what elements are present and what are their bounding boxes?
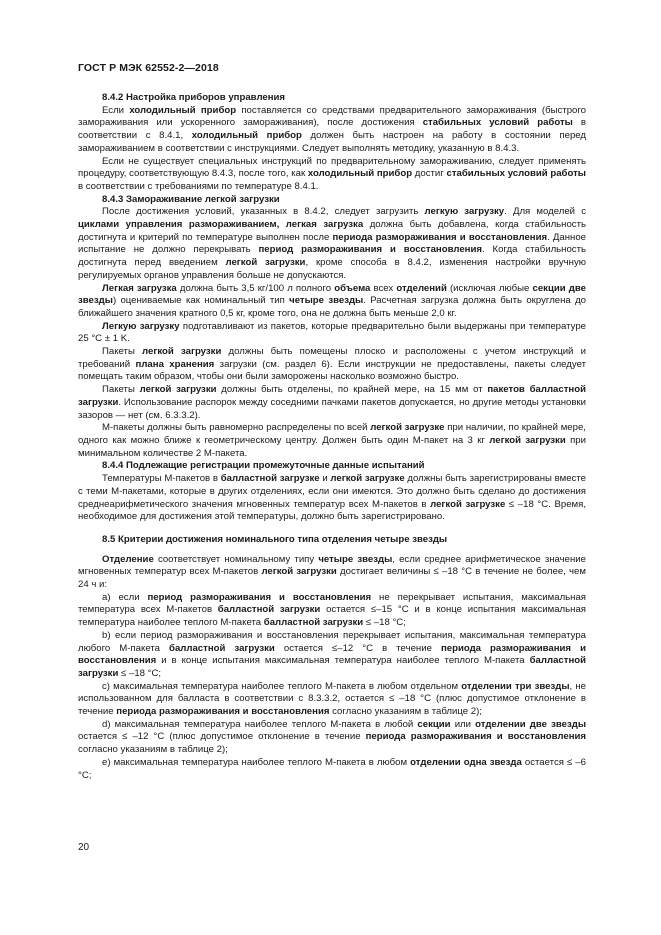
term-bold: четыре звезды xyxy=(289,295,364,307)
text-run: . Расчетная загрузка должна быть округлена до ближайшего значения кратного 0,5 кг, кроме того, она не должна быть меньше 2,0 кг. xyxy=(78,295,587,319)
term-bold: холодильный прибор xyxy=(191,130,302,142)
text-run: или xyxy=(450,718,476,730)
paragraph xyxy=(78,554,586,592)
text-run: достигает величины ≤ –18 °С в течение не более, чем 24 ч и: xyxy=(78,566,586,591)
text-run: а) если xyxy=(102,591,148,603)
paragraph xyxy=(78,384,586,422)
term-bold: периода размораживания и восстановления xyxy=(78,642,586,667)
text-run: , если среднее арифметическое значение мгновенных температур всех М-пакетов xyxy=(78,553,586,578)
term-bold: легкую загрузку xyxy=(424,206,505,218)
term-bold: Отделение xyxy=(102,553,154,565)
term-bold: отделении одна звезда xyxy=(410,756,522,768)
text-run: должен быть настроен на работу в состоянии перед замораживанием в соответствии с инструкциями. Следует выполнять методику, указанную в 8.4.3. xyxy=(78,130,587,154)
text-run: ) оцениваемые как номинальный тип xyxy=(112,295,290,307)
paragraph xyxy=(78,681,586,719)
term-bold: стабильных условий работы xyxy=(422,117,573,129)
term-bold: балластной загрузки xyxy=(263,617,364,629)
term-bold: холодильный прибор xyxy=(307,168,413,180)
text-run: 8.4.4 Подлежащие регистрации промежуточные данные испытаний xyxy=(102,460,425,472)
term-bold: Легкая загрузка xyxy=(102,282,177,294)
text-run: соответствует номинальному типу xyxy=(153,553,319,565)
page-body xyxy=(78,92,586,782)
text-run: при наличии, по крайней мере, одного как можно ближе к геометрическому центру. Должен быть один М-пакет на 3 кг xyxy=(78,422,586,446)
term-bold: периода размораживания и восстановления xyxy=(116,706,330,718)
text-run: остается ≤–12 °С в течение xyxy=(274,642,441,654)
text-run: должна быть 3,5 кг/100 л полного xyxy=(176,282,335,294)
term-bold: секции две звезды xyxy=(78,282,586,307)
term-bold: пакетов балластной загрузки xyxy=(78,384,586,408)
paragraph xyxy=(78,206,586,282)
paragraph xyxy=(78,283,586,321)
term-bold: балластной загрузки xyxy=(78,655,586,679)
text-run: . Для моделей с xyxy=(504,206,586,218)
text-run: . Данное испытание не должно перекрывать xyxy=(78,231,587,256)
text-run: согласно указаниям в таблице 2); xyxy=(78,744,228,756)
term-bold: легкой загрузки xyxy=(261,566,337,578)
term-bold: четыре звезды xyxy=(318,553,393,565)
paragraph xyxy=(78,422,586,460)
paragraph xyxy=(78,719,586,757)
text-run: должны быть помещены плоско и расположены с учетом инструкций и требований xyxy=(78,346,586,370)
text-run: d) максимальная температура наиболее теплого М-пакета в любой xyxy=(102,718,418,730)
term-bold: объема xyxy=(334,282,371,294)
paragraph xyxy=(78,321,586,346)
term-bold: период размораживания и восстановления xyxy=(147,591,372,603)
paragraph xyxy=(78,346,586,384)
section-heading xyxy=(78,194,586,207)
text-run: не перекрывает испытания, максимальная температура всех М-пакетов xyxy=(78,591,587,616)
text-run: . Когда стабильность достигнута перед введением xyxy=(78,244,586,269)
text-run: в соответствии с 8.4.1, xyxy=(78,117,586,142)
paragraph xyxy=(78,156,586,194)
paragraph xyxy=(78,757,586,782)
text-run: подготавливают из пакетов, которые предварительно были выдержаны при температуре 25 °С ± 1 K. xyxy=(78,320,586,345)
text-run: b) если период размораживания и восстановления перекрывает испытания, максимальная температура любого М-пакета xyxy=(78,629,586,654)
page-number: 20 xyxy=(78,842,90,853)
term-bold: легкой загрузки xyxy=(225,257,306,269)
text-run: должны быть отделены, по крайней мере, на 15 мм от xyxy=(216,384,488,396)
term-bold: циклами управления размораживанием, легкая загрузка xyxy=(78,219,364,231)
text-run: достиг xyxy=(412,168,447,180)
text-run: при минимальном количестве 2 М-пакета. xyxy=(78,434,586,459)
paragraph xyxy=(78,630,586,681)
term-bold: периода размораживания и восстановления xyxy=(332,231,548,243)
term-bold: отделении две звезды xyxy=(475,718,587,730)
term-bold: стабильных условий работы xyxy=(446,168,586,180)
section-heading xyxy=(78,92,586,105)
text-run: остается ≤–15 °С и в конце испытания максимальная температура наиболее теплого М-пакета xyxy=(78,604,586,629)
text-run: 8.4.3 Замораживание легкой загрузки xyxy=(102,193,280,205)
text-run: 8.4.2 Настройка приборов управления xyxy=(102,92,286,103)
paragraph xyxy=(78,592,586,630)
text-run: согласно указаниям в таблице 2); xyxy=(329,706,482,718)
text-run: е) максимальная температура наиболее теплого М-пакета в любом xyxy=(102,756,411,768)
text-run: ≤ –18 °С; xyxy=(118,667,162,679)
term-bold: легкой загрузки xyxy=(489,434,566,446)
text-run: ≤ –18 °С; xyxy=(363,617,406,629)
term-bold: балластной загрузки xyxy=(169,642,275,654)
term-bold: отделении три звезды xyxy=(461,680,570,692)
text-run: Пакеты xyxy=(102,384,140,396)
term-bold: Легкую загрузку xyxy=(102,320,180,332)
text-run: , не использованном для балласта в соответствии с 8.3.3.2, остается ≤ –18 °С (плюс допустимое отклонение в течение xyxy=(78,680,586,718)
term-bold: легкой загрузке xyxy=(370,422,445,434)
text-run: (исключая любые xyxy=(446,282,533,294)
paragraph xyxy=(78,105,586,156)
text-run: . Использование распорок между соседними пачками пакетов допускается, но другие методы установки зазоров — нет (см. 6.3.3.2). xyxy=(78,396,586,421)
text-run: и в конце испытания максимальная температура наиболее теплого М-пакета xyxy=(156,655,530,667)
text-run: и xyxy=(319,473,331,485)
term-bold: легкой загрузке xyxy=(430,498,506,510)
text-run: остается ≤ –6 °С; xyxy=(78,756,586,781)
text-run: остается ≤ –12 °С (плюс допустимое отклонение в течение xyxy=(78,731,366,743)
text-run: 8.5 Критерии достижения номинального типа отделения четыре звезды xyxy=(102,533,448,545)
text-run: После достижения условий, указанных в 8.4.2, следует загрузить xyxy=(102,206,425,218)
text-run: должна быть добавлена, когда стабильность достигнута и критерий по температуре выполнен после xyxy=(78,219,586,243)
text-run: поставляется со средствами предварительного замораживания (быстрого замораживания или ускоренного замораживания), после достижения xyxy=(78,104,587,129)
term-bold: балластной загрузки xyxy=(217,604,321,616)
paragraph xyxy=(78,473,586,524)
section-heading xyxy=(78,460,586,473)
term-bold: секции xyxy=(417,718,451,730)
term-bold: периода размораживания и восстановления xyxy=(365,731,586,743)
text-run: в соответствии с требованиями по температуре 8.4.1. xyxy=(78,180,319,192)
term-bold: балластной загрузке xyxy=(220,473,320,485)
text-run: загрузки (см. раздел 6). Если инструкции не предоставлены, пакеты следует помещать таким образом, чтобы они были заморожены насколько возможно быстро. xyxy=(78,358,586,383)
term-bold: период размораживания и восстановления xyxy=(258,244,482,256)
section-heading xyxy=(78,534,586,547)
text-run: всех xyxy=(370,282,397,294)
term-bold: холодильный прибор xyxy=(129,104,237,116)
text-run: М-пакеты должны быть равномерно распределены по всей xyxy=(102,422,371,434)
term-bold: легкой загрузки xyxy=(139,384,217,396)
text-run: ≤ –18 °С. Время, необходимое для достижения этой температуры, должно быть зарегистрировано. xyxy=(78,498,586,523)
text-run: Если xyxy=(102,104,130,116)
text-run: Пакеты xyxy=(102,346,143,358)
term-bold: легкой загрузке xyxy=(330,473,405,485)
text-run: должны быть зарегистрированы вместе с теми М-пакетами, которые в других отделениях, если они имеются. Это должно быть сделано до достижения среднеарифметического значения мгновенных температур всех М-пакетов в xyxy=(78,473,586,510)
text-run: , кроме способа в 8.4.2, изменения настройки вручную регулируемых органов управления больше не допускаются. xyxy=(78,257,586,281)
term-bold: отделений xyxy=(396,282,447,294)
term-bold: легкой загрузки xyxy=(142,346,222,358)
text-run: с) максимальная температура наиболее теплого М-пакета в любом отдельном xyxy=(102,680,462,692)
text-run: Если не существует специальных инструкций по предварительному замораживанию, следует применять процедуру, соответствующую 8.4.3, после того, как xyxy=(78,155,586,180)
running-header: ГОСТ Р МЭК 62552-2—2018 xyxy=(78,62,219,74)
text-run: Температуры М-пакетов в xyxy=(102,473,221,485)
term-bold: плана хранения xyxy=(135,358,215,370)
